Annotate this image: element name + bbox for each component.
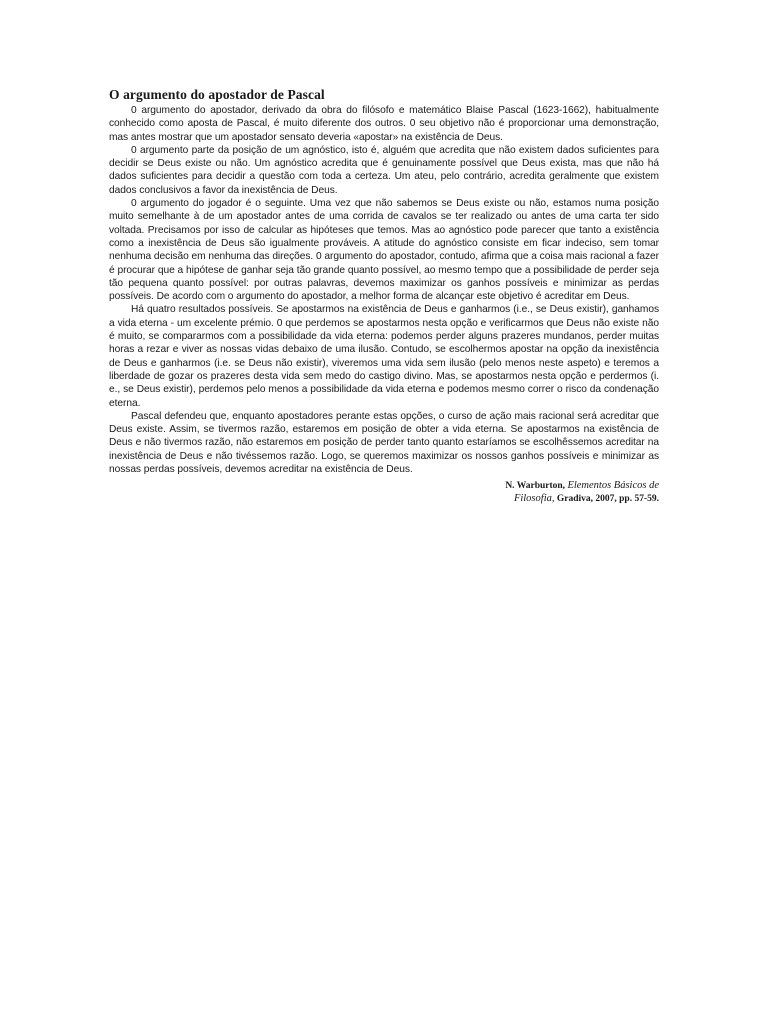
paragraph-outcomes: Há quatro resultados possíveis. Se apostarmos na existência de Deus e ganharmos (i.e., se Deus existir), ganhamos a vida eterna - um excelente prémio. 0 que perdemos se apostarmos nesta opção e verificarmos que Deus não existe não é muito, se compararmos com a possibilidade da vida eterna: podemos perder alguns prazeres mundanos, perder muitas horas a rezar e viver as nossas vidas debaixo de uma ilusão. Contudo, se escolhermos apostar na opção da inexistência de Deus e ganharmos (i.e. se Deus não existir), viveremos uma vida sem ilusão (pelo menos neste aspeto) e teremos a liberdade de gozar os prazeres desta vida sem medo do castigo divino. Mas, se apostarmos nesta opção e perdermos (i. e., se Deus existir), perdemos pelo menos a possibilidade da vida eterna e podemos mesmo correr o risco da condenação eterna. [109, 304, 659, 409]
paragraph-agnostic: 0 argumento parte da posição de um agnóstico, isto é, alguém que acredita que não existem dados suficientes para decidir se Deus existe ou não. Um agnóstico acredita que é genuinamente possível que Deus exista, mas que não há dados suficientes para decidir a questão com toda a certeza. Um ateu, pelo contrário, acredita geralmente que existem dados conclusivos a favor da inexistência de Deus. [109, 144, 659, 196]
citation-line-2 [109, 493, 659, 506]
document-page [109, 86, 659, 505]
document-title: O argumento do apostador de Pascal [109, 87, 325, 102]
citation-line-1 [109, 480, 659, 493]
citation-author: N. Warburton, [505, 481, 566, 492]
citation-book-title-part1: Elementos Básicos de [567, 480, 659, 492]
paragraph-intro: 0 argumento do apostador, derivado da obra do filósofo e matemático Blaise Pascal (1623-1662), habitualmente conhecido como aposta de Pascal, é muito diferente dos outros. 0 seu objetivo não é proporcionar uma demonstração, mas antes mostrar que um apostador sensato deveria «apostar» na existência de Deus. [109, 105, 659, 143]
paragraph-conclusion: Pascal defendeu que, enquanto apostadores perante estas opções, o curso de ação mais racional será acreditar que Deus existe. Assim, se tivermos razão, estaremos em posição de obter a vida eterna. Se apostarmos na existência de Deus e não tivermos razão, não estaremos em posição de perder tanto quanto estaríamos se escolhêssemos acreditar na inexistência de Deus e não tivéssemos razão. Logo, se queremos maximizar os nossos ganhos possíveis e minimizar as nossas perdas possíveis, devemos acreditar na existência de Deus. [109, 410, 659, 476]
citation [109, 480, 659, 505]
citation-book-title-part2: Filosofia, [513, 492, 555, 504]
paragraph-gambler: 0 argumento do jogador é o seguinte. Uma vez que não sabemos se Deus existe ou não, estamos numa posição muito semelhante à de um apostador antes de uma corrida de cavalos se ter realizado ou antes de uma carta ter sido voltada. Precisamos por isso de calcular as hipóteses que temos. Mas ao agnóstico pode parecer que tanto a existência como a inexistência de Deus são igualmente prováveis. A atitude do agnóstico consiste em ficar indeciso, sem tomar nenhuma decisão em nenhuma das direções. 0 argumento do apostador, contudo, afirma que a coisa mais racional a fazer é procurar que a hipótese de ganhar seja tão grande quanto possível, ao mesmo tempo que a possibilidade de perder seja tão pequena quanto possível: por outras palavras, devemos maximizar os ganhos possíveis e minimizar as perdas possíveis. De acordo com o argumento do apostador, a melhor forma de alcançar este objetivo é acreditar em Deus. [109, 198, 659, 303]
citation-publisher: Gradiva, 2007, pp. 57-59. [556, 493, 659, 504]
